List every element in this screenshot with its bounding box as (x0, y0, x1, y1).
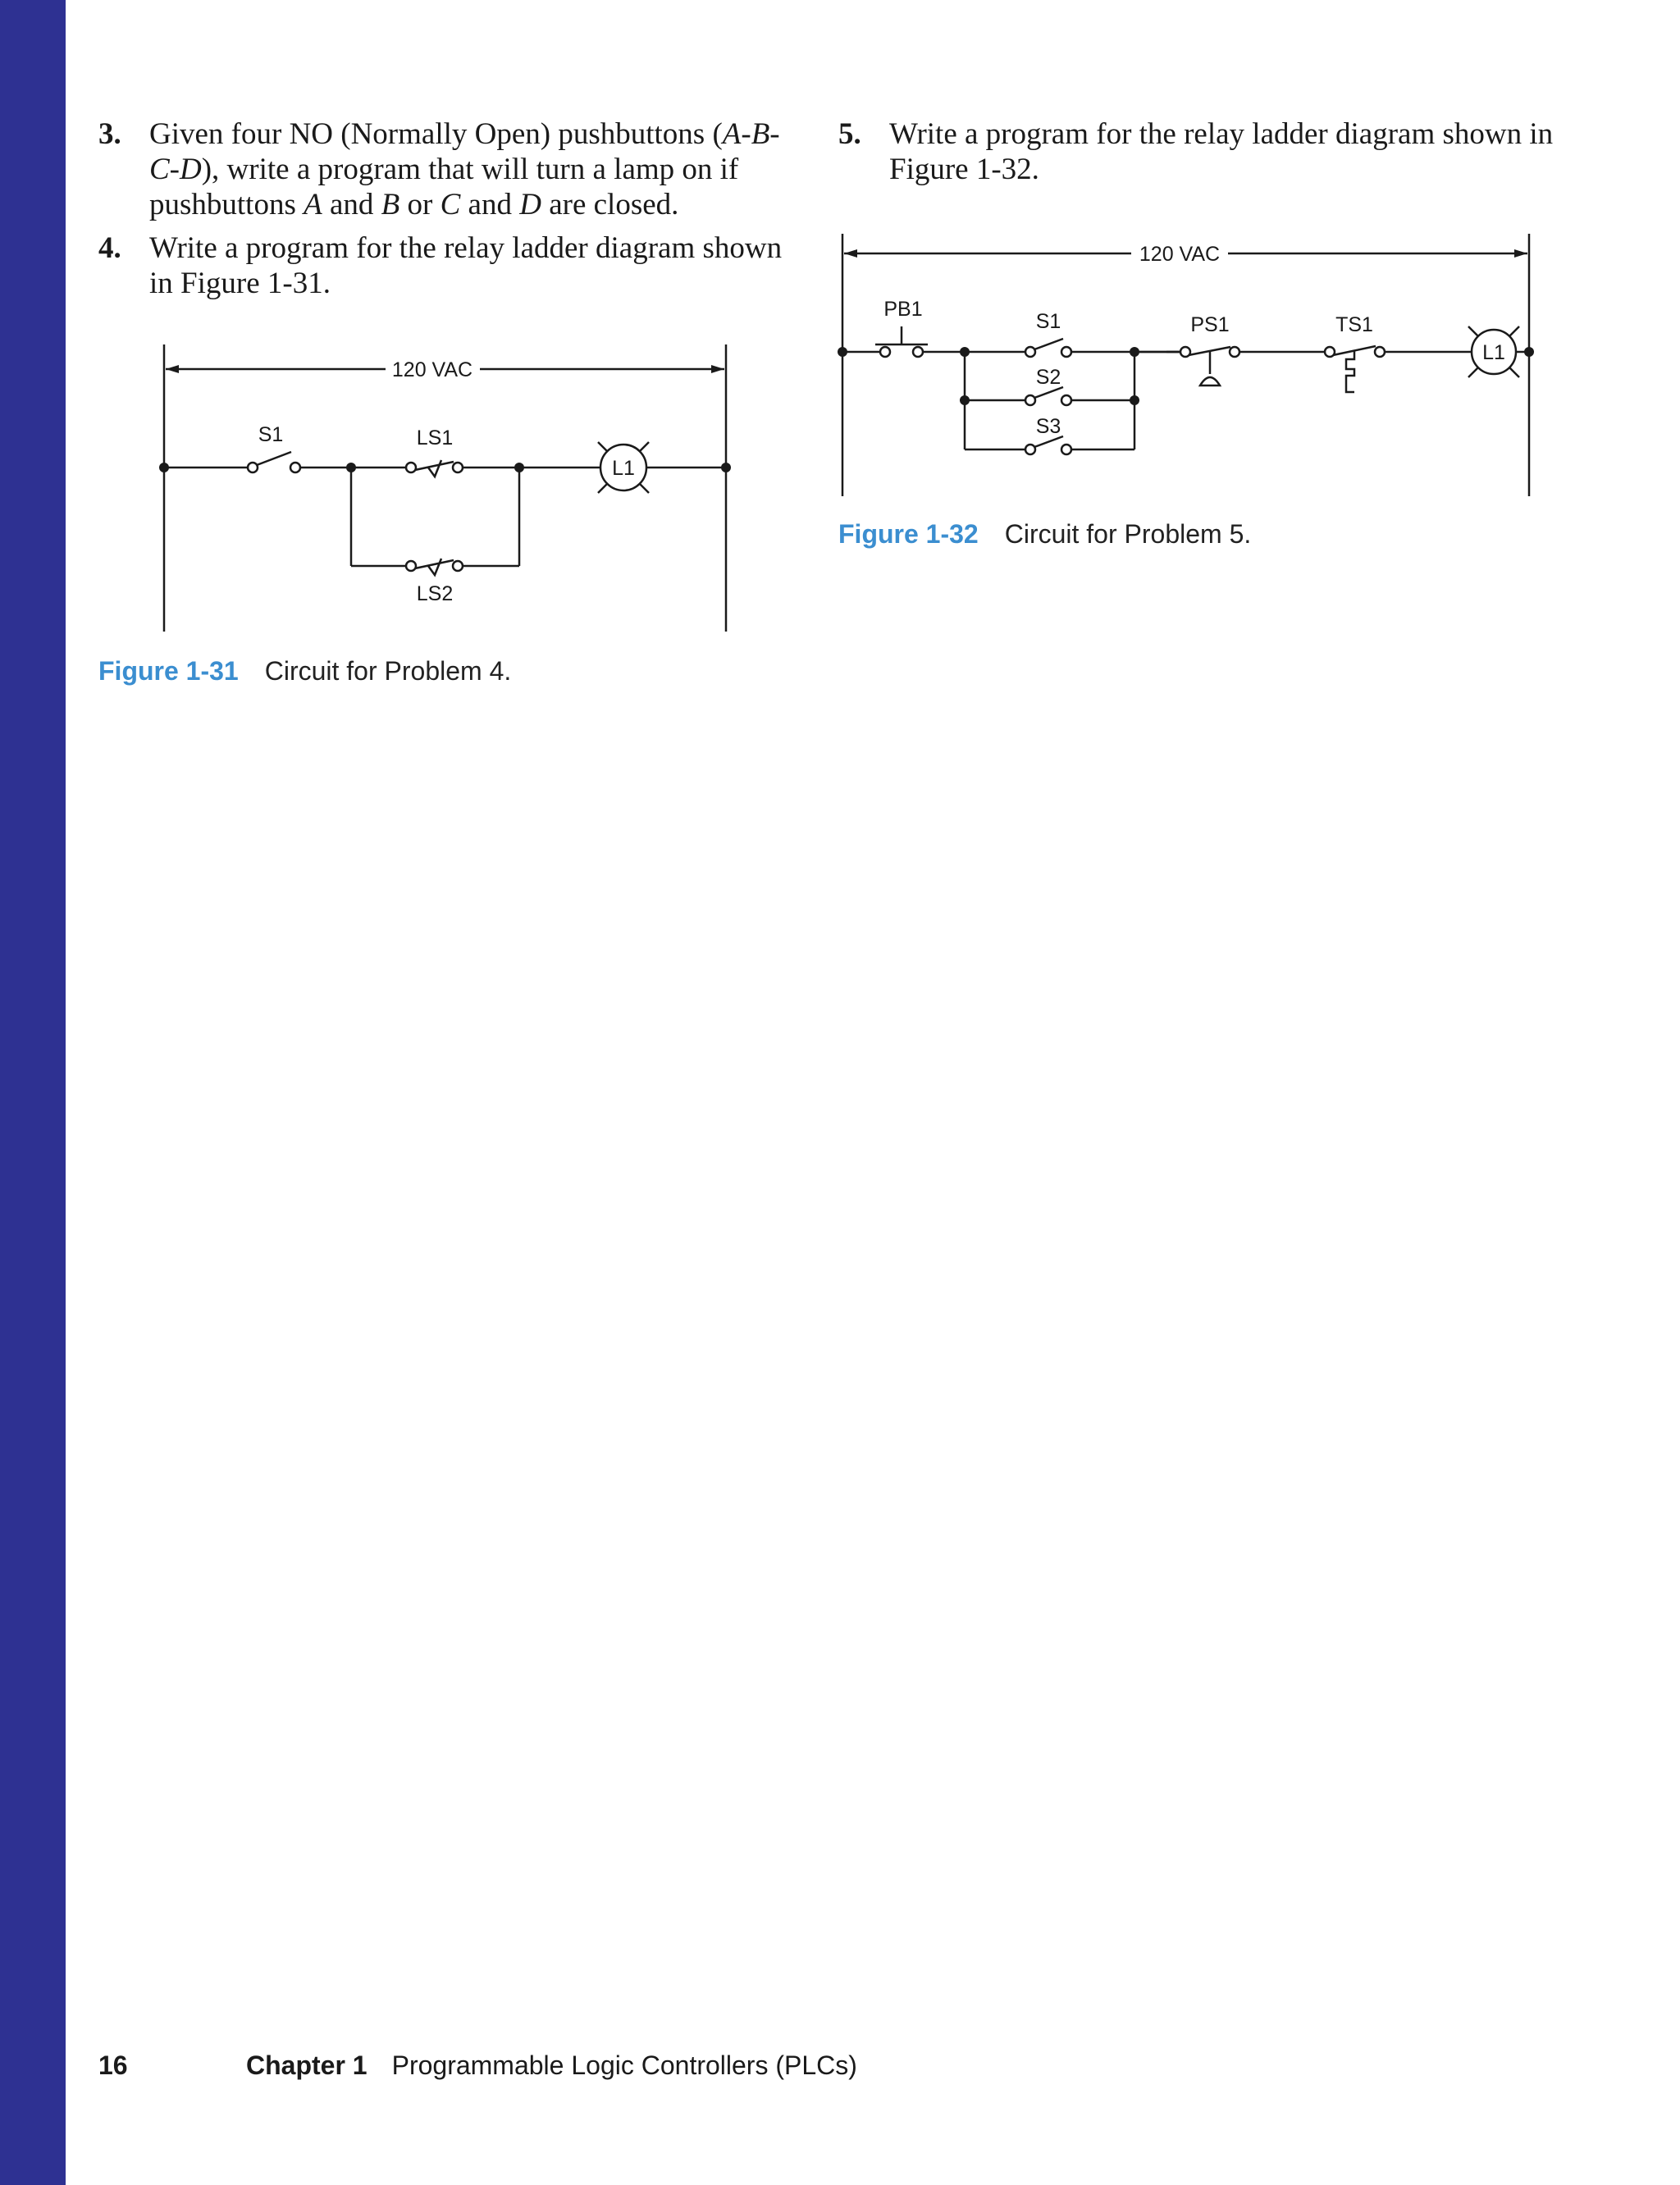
pb1-pushbutton-symbol (875, 326, 928, 357)
caption-text: Circuit for Problem 4. (264, 656, 512, 686)
figure-1-32-caption (838, 519, 1251, 550)
ls1-label: LS1 (416, 427, 454, 449)
left-column (98, 116, 792, 309)
page-footer (98, 2050, 857, 2081)
caption-text: Circuit for Problem 5. (1004, 519, 1252, 549)
ps1-pressure-switch-symbol (1180, 347, 1239, 385)
problem-number: 5. (838, 117, 861, 151)
problem-text: Write a program for the relay ladder diagram shown in Figure 1-31. (149, 231, 783, 300)
chapter-sidebar-band (0, 0, 66, 2185)
pb1-label: PB1 (883, 298, 923, 321)
ls2-label: LS2 (416, 582, 454, 605)
caption-number: Figure 1-32 (838, 519, 979, 549)
figure-1-31-caption (98, 656, 511, 687)
figure-1-32-diagram (834, 230, 1540, 500)
lamp-label: L1 (1482, 341, 1505, 364)
s3-label: S3 (1035, 415, 1061, 438)
problem-number: 4. (98, 231, 121, 265)
problem-text: Given four NO (Normally Open) pushbuttons (A-B-C-D), write a program that will turn a lamp on if pushbuttons A and B or C and D are closed. (149, 117, 780, 221)
voltage-label: 120 VAC (1139, 243, 1221, 266)
s3-switch-symbol (1025, 436, 1071, 454)
chapter-title: Programmable Logic Controllers (PLCs) (391, 2050, 857, 2080)
ps1-label: PS1 (1190, 313, 1230, 336)
lamp-label: L1 (612, 457, 635, 480)
problem-4 (98, 230, 792, 301)
problem-3 (98, 116, 792, 222)
ts1-label: TS1 (1335, 313, 1373, 336)
problem-number: 3. (98, 117, 121, 151)
problem-5 (838, 116, 1560, 187)
voltage-label: 120 VAC (391, 358, 473, 381)
s2-switch-symbol (1025, 387, 1071, 405)
ls1-limit-switch-symbol (406, 460, 463, 477)
s1-label: S1 (258, 423, 284, 446)
s1-label: S1 (1035, 310, 1061, 333)
problem-text: Write a program for the relay ladder diagram shown in Figure 1-32. (889, 117, 1554, 186)
figure-1-31-diagram (156, 340, 746, 636)
right-column (838, 116, 1560, 195)
s1-switch-symbol (244, 452, 300, 472)
s2-label: S2 (1035, 366, 1061, 389)
s1-switch-symbol (1025, 339, 1071, 357)
caption-number: Figure 1-31 (98, 656, 239, 686)
ls2-limit-switch-symbol (406, 559, 463, 575)
ts1-temperature-switch-symbol (1325, 346, 1385, 392)
page-number: 16 (98, 2050, 128, 2080)
chapter-label: Chapter 1 (246, 2050, 368, 2080)
